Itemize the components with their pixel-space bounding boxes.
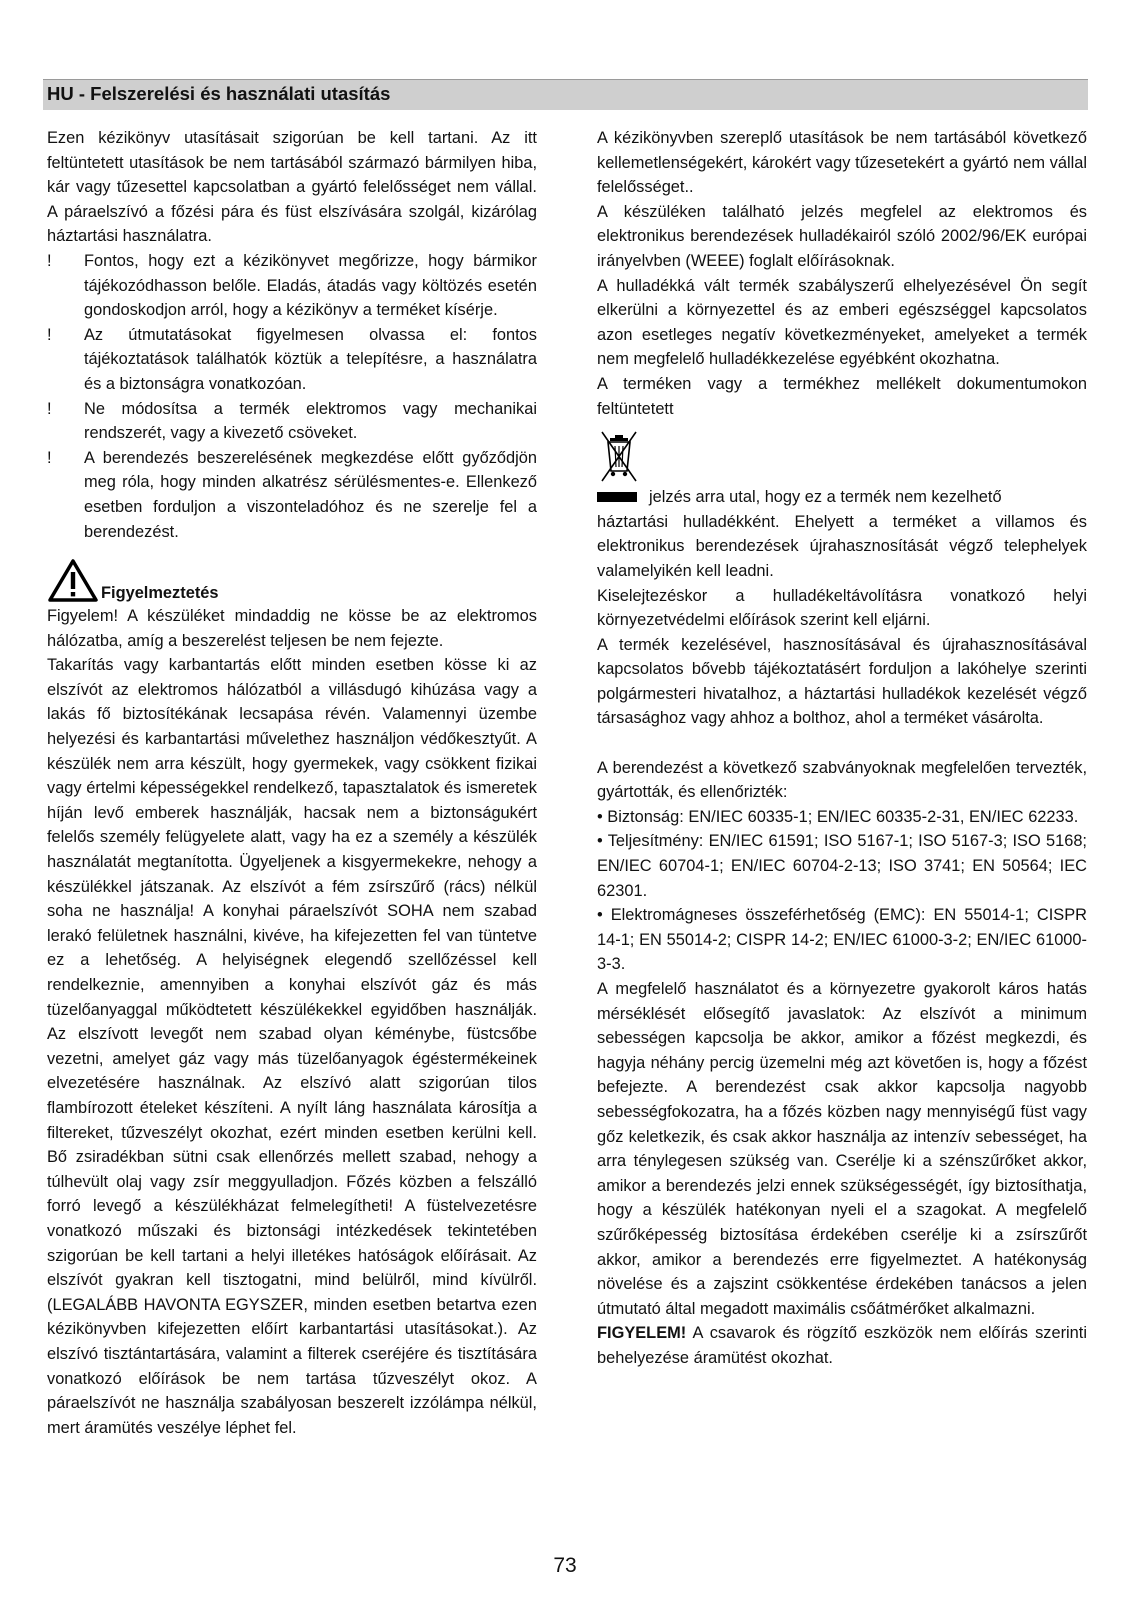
local-rules-paragraph: Kiselejtezéskor a hulladékeltávolításra vonatkozó helyi környezetvédelmi előírások szerint kell eljárni. bbox=[597, 586, 1087, 630]
recommendations-paragraph: A megfelelő használatot és a környezetre gyakorolt káros hatás mérséklését elősegítő javaslatok: Az elszívót a minimum sebességen kapcsolja be akkor, amikor a főzést megkezdi, és hagyja néhány percig üzemelni még azt követően is, hogy a főzést befejezte. A berendezést csak akkor kapcsolja nagyobb sebességfokozatra, ha a főzés közben nagy mennyiségű füst vagy gőz keletkezik, és csak akkor használja az intenzív sebességet, ha arra ténylegesen szükség van. Cserélje ki a szénszűrőket akkor, amikor a berendezés jelzi ennek szükségességét, így biztosíthatja, hogy a készülék hatékonyan nyeli el a szagokat. A megfelelő szűrőképesség biztosítása érdekében cserélje ki a zsírszűrőt akkor, amikor a berendezés erre figyelmeztet. A hatékonyság növelése és a zajszint csökkentése érdekében tanácsos a jelen útmutató által megadott maximális csőátmérőket alkalmazni. bbox=[597, 980, 1087, 1318]
right-column bbox=[597, 126, 1087, 1371]
bullet-text: A berendezés beszerelésének megkezdése előtt győződjön meg róla, hogy minden alkatrész sérülésmentes-e. Ellenkező esetben forduljon a viszonteladóhoz és ne szerelje fel a berendezést. bbox=[84, 448, 537, 541]
spacer bbox=[597, 731, 1087, 756]
liability-paragraph: A kézikönyvben szereplő utasítások be nem tartásából következő kellemetlenségekért, károkért vagy tűzesetekért a gyártó nem vállal felelősséget.. bbox=[597, 129, 1087, 197]
intro-paragraph: Ezen kézikönyv utasításait szigorúan be kell tartani. Az itt feltüntetett utasítások be nem tartásából származó bármilyen hiba, kár vagy tűzesettel kapcsolatban a gyártó felelősséget nem vállal. A páraelszívó a főzési pára és füst elszívására szolgál, kizárólag háztartási használatra. bbox=[47, 129, 537, 246]
symbol-meaning-continued: háztartási hulladékként. Ehelyett a terméket a villamos és elektronikus berendezések újrahasznosítását végző telephelyek valamelyikén kell leadni. bbox=[597, 512, 1087, 580]
caution-text: A csavarok és rögzítő eszközök nem előírás szerinti behelyezése áramütést okozhat. bbox=[597, 1324, 1087, 1367]
black-bar-icon bbox=[597, 492, 637, 502]
warning-triangle-icon bbox=[47, 558, 99, 604]
page-title: HU - Felszerelési és használati utasítás bbox=[47, 83, 391, 104]
symbol-paragraph: A terméken vagy a termékhez mellékelt dokumentumokon feltüntetett bbox=[597, 374, 1087, 418]
recycling-info-paragraph: A termék kezelésével, hasznosításával és újrahasznosításával kapcsolatos bővebb tájékoztatásért forduljon a lakóhelye szerinti polgármesteri hivatalhoz, a háztartási hulladékok kezelését végző társasághoz vagy ahhoz a bolthoz, ahol a terméket vásárolta. bbox=[597, 635, 1087, 728]
warning-bullet bbox=[47, 249, 537, 323]
warning-heading bbox=[47, 558, 537, 604]
disposal-paragraph: A hulladékká vált termék szabályszerű elhelyezésével Ön segít elkerülni a környezettel és az emberi egészséggel kapcsolatos azon esetleges negatív következményeket, amelyeket a termék nem megfelelő hulladékkezelése egyébként okozhatna. bbox=[597, 276, 1087, 369]
standard-item: • Teljesítmény: EN/IEC 61591; ISO 5167-1; ISO 5167-3; ISO 5168; EN/IEC 60704-1; EN/IEC 60704-2-13; ISO 3741; EN 50564; IEC 62301. bbox=[597, 832, 1087, 900]
warning-title: Figyelmeztetés bbox=[101, 584, 219, 603]
warning-bullet bbox=[47, 446, 537, 544]
page-number: 73 bbox=[553, 1554, 577, 1577]
exclamation-icon: ! bbox=[47, 325, 52, 344]
weee-paragraph: A készüléken található jelzés megfelel az elektromos és elektronikus berendezések hulladékairól szóló 2002/96/EK európai irányelvben (WEEE) foglalt előírásoknak. bbox=[597, 202, 1087, 270]
crossed-bin-icon bbox=[597, 429, 641, 485]
warning-bullet bbox=[47, 397, 537, 446]
symbol-meaning-line bbox=[597, 485, 1087, 510]
bullet-text: Ne módosítsa a termék elektromos vagy mechanikai rendszerét, vagy a kivezető csöveket. bbox=[84, 399, 537, 443]
section-header-bar bbox=[43, 79, 1088, 110]
symbol-meaning-text: jelzés arra utal, hogy ez a termék nem kezelhető bbox=[649, 488, 1002, 507]
left-column bbox=[47, 126, 537, 1440]
warning-paragraph: Takarítás vagy karbantartás előtt minden esetben kösse ki az elszívót az elektromos hálózatból a villásdugó kihúzása vagy a lakás fő biztosítékának lecsapása révén. Valamennyi üzembe helyezési és karbantartási művelethez használjon védőkesztyűt. A készülék nem arra készült, hogy gyermekek, vagy csökkent fizikai vagy értelmi képességekkel rendelkező, tapasztalatok és ismeretek híján levő emberek használják, hacsak nem a biztonságukért felelős személy felügyelete alatt, vagy ha ez a személy a készülék használatát megtanította. Ügyeljenek a kisgyermekekre, nehogy a készülékkel játszanak. Az elszívót a fém zsírszűrő (rács) nélkül soha ne használja! A konyhai páraelszívót SOHA nem szabad lerakó felületnek használni, kivéve, ha kifejezetten fel van tüntetve ez a lehetőség. A helyiségnek elegendő szellőzéssel kell rendelkeznie, amennyiben a konyhai elszívót gáz és más tüzelőanyaggal működtetett készülékekkel egyidőben használják. Az elszívott levegőt nem szabad olyan kéménybe, füstcsőbe vezetni, amelyet gáz vagy más tüzelőanyagok égéstermékeinek elvezetésére használnak. Az elszívó alatt szigorúan tilos flambírozott ételeket készíteni. A nyílt láng használata károsítja a filtereket, tűzveszélyt okozhat, ezért minden esetben kerülni kell. Bő zsiradékban sütni csak ellenőrzés mellett szabad, nehogy a túlhevült olaj vagy zsír meggyulladjon. Főzés közben a felszálló forró levegő a készülékházat felmelegítheti! A füstelvezetésre vonatkozó műszaki és biztonsági intézkedések tekintetében szigorúan be kell tartani a helyi illetékes hatóságok előírásait. Az elszívót gyakran kell tisztogatni, mind belülről, mind kívülről. (LEGALÁBB HAVONTA EGYSZER, minden esetben betartva ezen kézikönyvben kifejezetten előírt karbantartási utasításokat.). Az elszívó tisztántartására, valamint a filterek cseréjére és tisztítására vonatkozó előírások be nem tartása tűzveszélyt okoz. A páraelszívót ne használja szabályosan beszerelt izzólámpa nélkül, mert áramütés veszélye léphet fel. bbox=[47, 656, 537, 1437]
standards-intro: A berendezést a következő szabványoknak megfelelően tervezték, gyártották, és ellenőrizték: bbox=[597, 758, 1087, 802]
standard-item: • Elektromágneses összeférhetőség (EMC): EN 55014-1; CISPR 14-1; EN 55014-2; CISPR 14-2; EN/IEC 61000-3-2; EN/IEC 61000-3-3. bbox=[597, 906, 1087, 974]
exclamation-icon: ! bbox=[47, 448, 52, 467]
bullet-text: Az útmutatásokat figyelmesen olvassa el: fontos tájékoztatások találhatók köztük a telepítésre, a használatra és a biztonságra vonatkozóan. bbox=[84, 325, 537, 393]
exclamation-icon: ! bbox=[47, 251, 52, 270]
warning-bullet bbox=[47, 323, 537, 397]
standard-item: • Biztonság: EN/IEC 60335-1; EN/IEC 60335-2-31, EN/IEC 62233. bbox=[597, 807, 1079, 826]
exclamation-icon: ! bbox=[47, 399, 52, 418]
bullet-text: Fontos, hogy ezt a kézikönyvet megőrizze, hogy bármikor tájékozódhasson belőle. Eladás, átadás vagy költözés esetén gondoskodjon arról, hogy a kézikönyv a terméket kísérje. bbox=[84, 251, 537, 320]
caution-label: FIGYELEM! bbox=[597, 1324, 687, 1343]
caution-paragraph bbox=[597, 1321, 1087, 1370]
warning-paragraph: Figyelem! A készüléket mindaddig ne kösse be az elektromos hálózatba, amíg a beszerelést teljesen be nem fejezte. bbox=[47, 607, 537, 650]
